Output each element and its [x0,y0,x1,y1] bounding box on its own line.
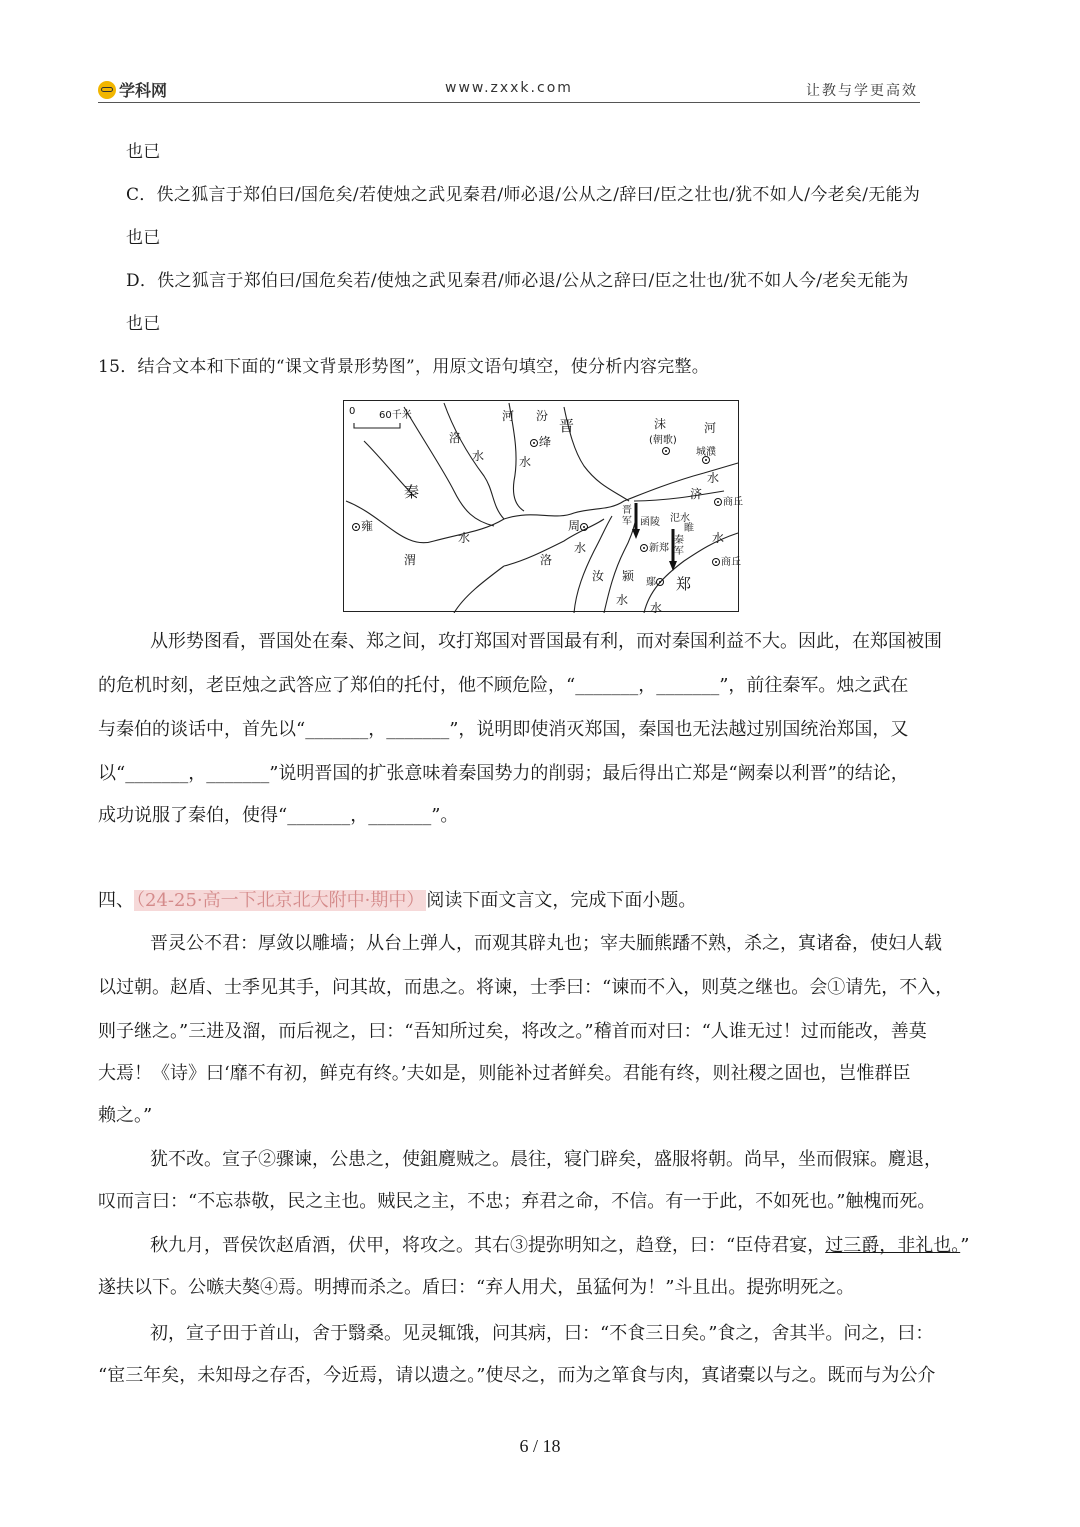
label-wei: 渭 [404,553,417,567]
label-shui7: 水 [616,593,629,607]
label-yan: 鄢 [646,573,665,588]
label-he1: 河 [502,409,515,423]
label-zheng: 郑 [676,575,692,593]
section-4-suffix: 阅读下面文言文，完成下面小题。 [426,890,697,911]
label-xinzheng: 新郑 [640,539,669,554]
label-jin: 晋 [559,417,575,435]
label-shui8: 水 [650,601,663,615]
label-shui3: 水 [707,471,720,485]
analysis-line-4: 以“_______，_______”说明晋国的扩张意味着秦国势力的削弱；最后得出亡郑是“阙秦以利晋”的结论， [98,763,909,784]
passage-line-3: 则子继之。”三进及溜，而后视之，曰：“吾知所过矣，将改之。”稽首而对曰：“人谁无过！过而能改，善莫 [98,1021,927,1042]
label-ying: 颍 [622,569,635,583]
label-zhou: 周 [568,517,589,534]
scale-zero: 0 [349,406,356,417]
label-qinjun: 秦军 [674,535,684,557]
shangqiu1-dot [714,498,722,506]
section-4-heading [98,888,696,914]
label-shui2: 水 [519,455,532,469]
label-chengpu: 城濮 [696,447,716,458]
yan-dot [656,578,664,586]
label-ji: 济 [690,487,703,501]
yong-dot [352,523,360,531]
option-d: D．佚之狐言于郑伯曰/国危矣若/使烛之武见秦君/师必退/公从之辞曰/臣之壮也/犹不如人今/老矣无能为 [126,271,909,291]
label-luo2: 洛 [540,553,553,567]
label-shui5: 水 [574,541,587,555]
label-sui: 睢 [684,523,694,534]
jiang-dot [530,439,538,447]
passage-line-4: 大焉！《诗》曰‘靡不有初，鲜克有终。’夫如是，则能补过者鲜矣。君能有终，则社稷之固也，岂惟群臣 [98,1063,911,1084]
source-tag[interactable]: （24-25·高一下北京北大附中·期中） [136,890,425,911]
label-fen: 汾 [536,409,549,423]
passage-line-9: 遂扶以下。公嗾夫獒④焉。明搏而杀之。盾曰：“弃人用犬，虽猛何为！”斗且出。提弥明死之。 [98,1277,855,1298]
page-header [98,76,920,103]
option-d-tail: 也已 [126,314,161,334]
label-ru: 汝 [592,569,605,583]
label-mo: 沫 [654,417,667,431]
passage-line-11: “宦三年矣，未知母之存否，今近焉，请以遗之。”使尽之，而为之箪食与肉，寘诸橐以与之。既而与为公介 [98,1365,936,1386]
label-yong: 雍 [352,517,373,534]
label-shangqiu1: 商丘 [714,493,743,508]
label-jinjun: 晋军 [622,505,632,527]
shangqiu2-dot [712,558,720,566]
site-url[interactable]: www.zxxk.com [445,80,573,96]
site-logo[interactable] [98,78,167,101]
analysis-line-3: 与秦伯的谈话中，首先以“_______，_______”，说明即使消灭郑国，秦国也无法越过别国统治郑国，又 [98,719,909,740]
passage-line-6: 犹不改。宣子②骤谏，公患之，使鉏麑贼之。晨往，寝门辟矣，盛服将朝。尚早，坐而假寐。麑退， [150,1149,942,1170]
label-jiang: 绛 [530,433,551,450]
underlined-sentence: 过三爵，非礼也。 [825,1235,961,1256]
logo-text: 学科网 [119,81,168,100]
analysis-line-1: 从形势图看，晋国处在秦、郑之间，攻打郑国对晋国最有利，而对秦国利益不大。因此，在郑国被围 [150,631,942,652]
zhou-dot [580,523,588,531]
label-he2: 河 [704,421,717,435]
passage-line-5: 赖之。” [98,1105,153,1126]
passage-line-8: 秋九月，晋侯饮赵盾酒，伏甲，将攻之。其右③提弥明知之，趋登，曰：“臣侍君宴，过三爵，非礼也。” [150,1235,970,1256]
passage-line-1: 晋灵公不君：厚敛以雕墙；从台上弹人，而观其辟丸也；宰夫胹熊蹯不熟，杀之，寘诸畚，使妇人载 [150,933,942,954]
option-c: C．佚之狐言于郑伯曰/国危矣/若使烛之武见秦君/师必退/公从之/辞曰/臣之壮也/犹不如人/今老矣/无能为 [126,185,921,205]
label-fanshui: 氾水 [670,513,690,524]
scale-label: 60千米 [379,410,412,421]
xinzheng-dot [640,544,648,552]
chengpu-dot [702,456,710,464]
option-c-tail: 也已 [126,228,161,248]
label-shui6: 水 [712,531,725,545]
passage-line-10: 初，宣子田于首山，舍于翳桑。见灵辄饿，问其病，曰：“不食三日矣。”食之，舍其半。问之，曰： [150,1323,934,1344]
label-luo1: 洛 [449,431,462,445]
label-shui1: 水 [472,449,485,463]
label-qin: 秦 [404,483,420,501]
label-hanling: 函陵 [640,517,660,528]
label-zhaoge: (朝歌) [649,435,677,446]
section-4-prefix: 四、 [98,890,134,911]
page-number: 6 / 18 [519,1436,561,1456]
analysis-line-5: 成功说服了秦伯，使得“_______，_______”。 [98,805,459,826]
situation-map [343,400,743,615]
passage-line-2: 以过朝。赵盾、士季见其手，问其故，而患之。将谏，士季曰：“谏而不入，则莫之继也。会①请先，不入， [98,977,954,998]
label-shui4: 水 [458,531,471,545]
logo-icon [98,81,116,99]
label-shangqiu2: 商丘 [712,553,741,568]
question-15-stem: 15．结合文本和下面的“课文背景形势图”，用原文语句填空，使分析内容完整。 [98,357,710,377]
analysis-line-2: 的危机时刻，老臣烛之武答应了郑伯的托付，他不顾危险，“_______，_______”，前往秦军。烛之武在 [98,675,909,696]
zhaoge-dot [662,447,670,455]
passage-line-7: 叹而言曰：“不忘恭敬，民之主也。贼民之主，不忠；弃君之命，不信。有一于此，不如死也。”触槐而死。 [98,1191,936,1212]
slogan: 让教与学更高效 [806,83,918,99]
option-b-tail: 也已 [126,142,161,162]
